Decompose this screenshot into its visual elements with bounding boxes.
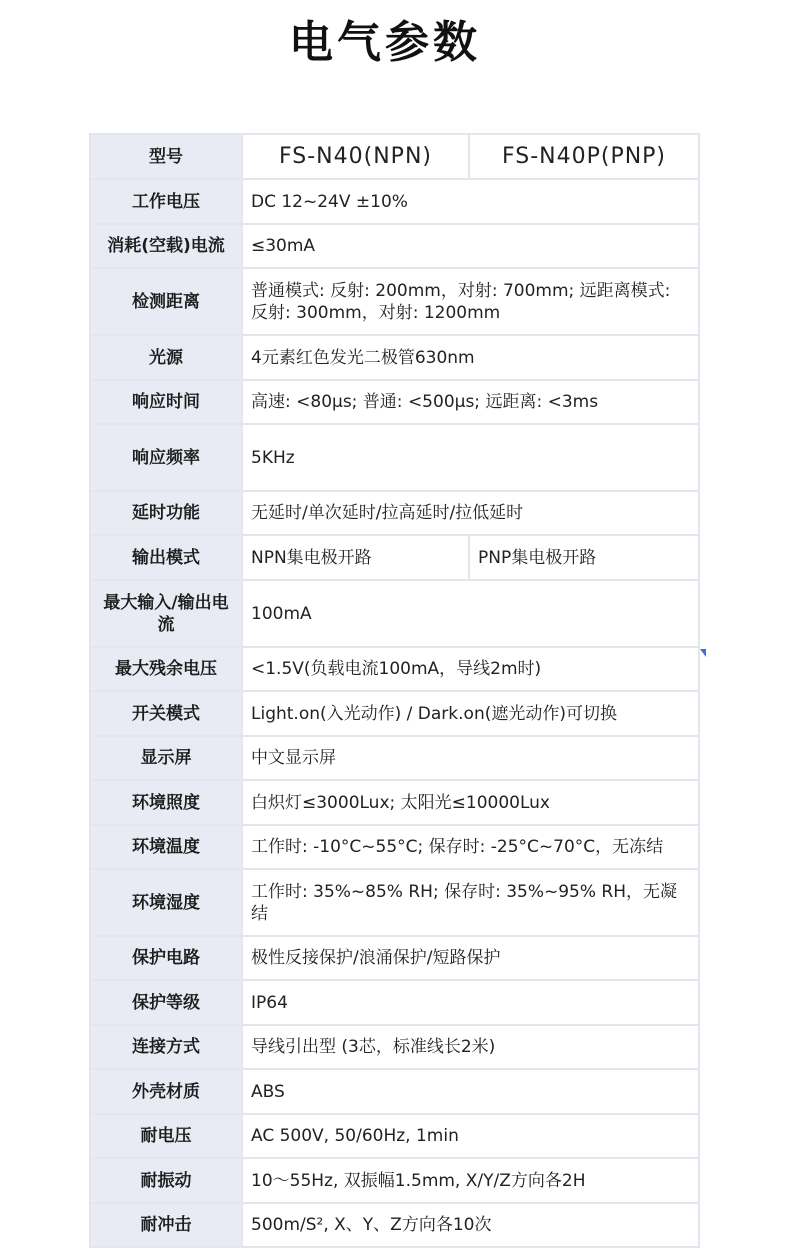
table-row <box>90 691 699 736</box>
row-value: 10～55Hz, 双振幅1.5mm, X/Y/Z方向各2H <box>242 1158 699 1203</box>
row-value: 中文显示屏 <box>242 736 699 780</box>
row-value: 100mA <box>242 580 699 647</box>
row-label: 环境照度 <box>90 780 242 825</box>
row-label: 连接方式 <box>90 1025 242 1069</box>
row-value: 极性反接保护/浪涌保护/短路保护 <box>242 936 699 980</box>
table-row <box>90 335 699 380</box>
row-label: 耐电压 <box>90 1114 242 1158</box>
row-label: 保护等级 <box>90 980 242 1025</box>
row-value: FS-N40P(PNP) <box>469 134 699 179</box>
row-label: 耐振动 <box>90 1158 242 1203</box>
row-label: 最大输入/输出电流 <box>90 580 242 647</box>
table-row <box>90 869 699 936</box>
row-label: 延时功能 <box>90 491 242 535</box>
row-value: ≤30mA <box>242 224 699 268</box>
row-label: 显示屏 <box>90 736 242 780</box>
row-label: 耐冲击 <box>90 1203 242 1247</box>
row-label: 响应频率 <box>90 424 242 491</box>
row-label: 外壳材质 <box>90 1069 242 1114</box>
table-row <box>90 268 699 335</box>
table-row <box>90 134 699 179</box>
row-label: 光源 <box>90 335 242 380</box>
row-value: FS-N40(NPN) <box>242 134 469 179</box>
corner-marker-icon <box>700 649 706 657</box>
row-label: 型号 <box>90 134 242 179</box>
row-label: 保护电路 <box>90 936 242 980</box>
table-row <box>90 736 699 780</box>
row-value: 白炽灯≤3000Lux; 太阳光≤10000Lux <box>242 780 699 825</box>
row-label: 输出模式 <box>90 535 242 580</box>
table-row <box>90 380 699 424</box>
table-row <box>90 936 699 980</box>
row-value: 500m/S², X、Y、Z方向各10次 <box>242 1203 699 1247</box>
table-row <box>90 179 699 224</box>
row-label: 消耗(空载)电流 <box>90 224 242 268</box>
row-label: 最大残余电压 <box>90 647 242 691</box>
row-value: 4元素红色发光二极管630nm <box>242 335 699 380</box>
row-value: ABS <box>242 1069 699 1114</box>
table-row <box>90 1025 699 1069</box>
row-value: 高速: <80µs; 普通: <500µs; 远距离: <3ms <box>242 380 699 424</box>
table-row <box>90 424 699 491</box>
row-label: 环境温度 <box>90 825 242 869</box>
table-row <box>90 1069 699 1114</box>
table-row <box>90 1203 699 1247</box>
table-row <box>90 580 699 647</box>
table-row <box>90 825 699 869</box>
row-value: NPN集电极开路 <box>242 535 469 580</box>
row-value: AC 500V, 50/60Hz, 1min <box>242 1114 699 1158</box>
row-value: <1.5V(负载电流100mA，导线2m时) <box>242 647 699 691</box>
table-row <box>90 535 699 580</box>
table-row <box>90 224 699 268</box>
table-row <box>90 647 699 691</box>
row-label: 开关模式 <box>90 691 242 736</box>
row-label: 环境湿度 <box>90 869 242 936</box>
row-value: DC 12~24V ±10% <box>242 179 699 224</box>
row-value: 工作时: -10°C~55°C; 保存时: -25°C~70°C，无冻结 <box>242 825 699 869</box>
spec-table <box>89 133 700 1248</box>
row-value: 工作时: 35%~85% RH; 保存时: 35%~95% RH，无凝结 <box>242 869 699 936</box>
row-value: Light.on(入光动作) / Dark.on(遮光动作)可切换 <box>242 691 699 736</box>
row-label: 工作电压 <box>90 179 242 224</box>
table-row <box>90 1158 699 1203</box>
table-row <box>90 1114 699 1158</box>
row-value: 导线引出型 (3芯，标准线长2米) <box>242 1025 699 1069</box>
row-value: 5KHz <box>242 424 699 491</box>
row-label: 检测距离 <box>90 268 242 335</box>
row-value: 普通模式: 反射: 200mm，对射: 700mm; 远距离模式: 反射: 300mm，对射: 1200mm <box>242 268 699 335</box>
row-label: 响应时间 <box>90 380 242 424</box>
row-value: PNP集电极开路 <box>469 535 699 580</box>
row-value: IP64 <box>242 980 699 1025</box>
table-row <box>90 980 699 1025</box>
page-title: 电气参数 <box>289 17 481 68</box>
row-value: 无延时/单次延时/拉高延时/拉低延时 <box>242 491 699 535</box>
table-row <box>90 780 699 825</box>
table-row <box>90 491 699 535</box>
